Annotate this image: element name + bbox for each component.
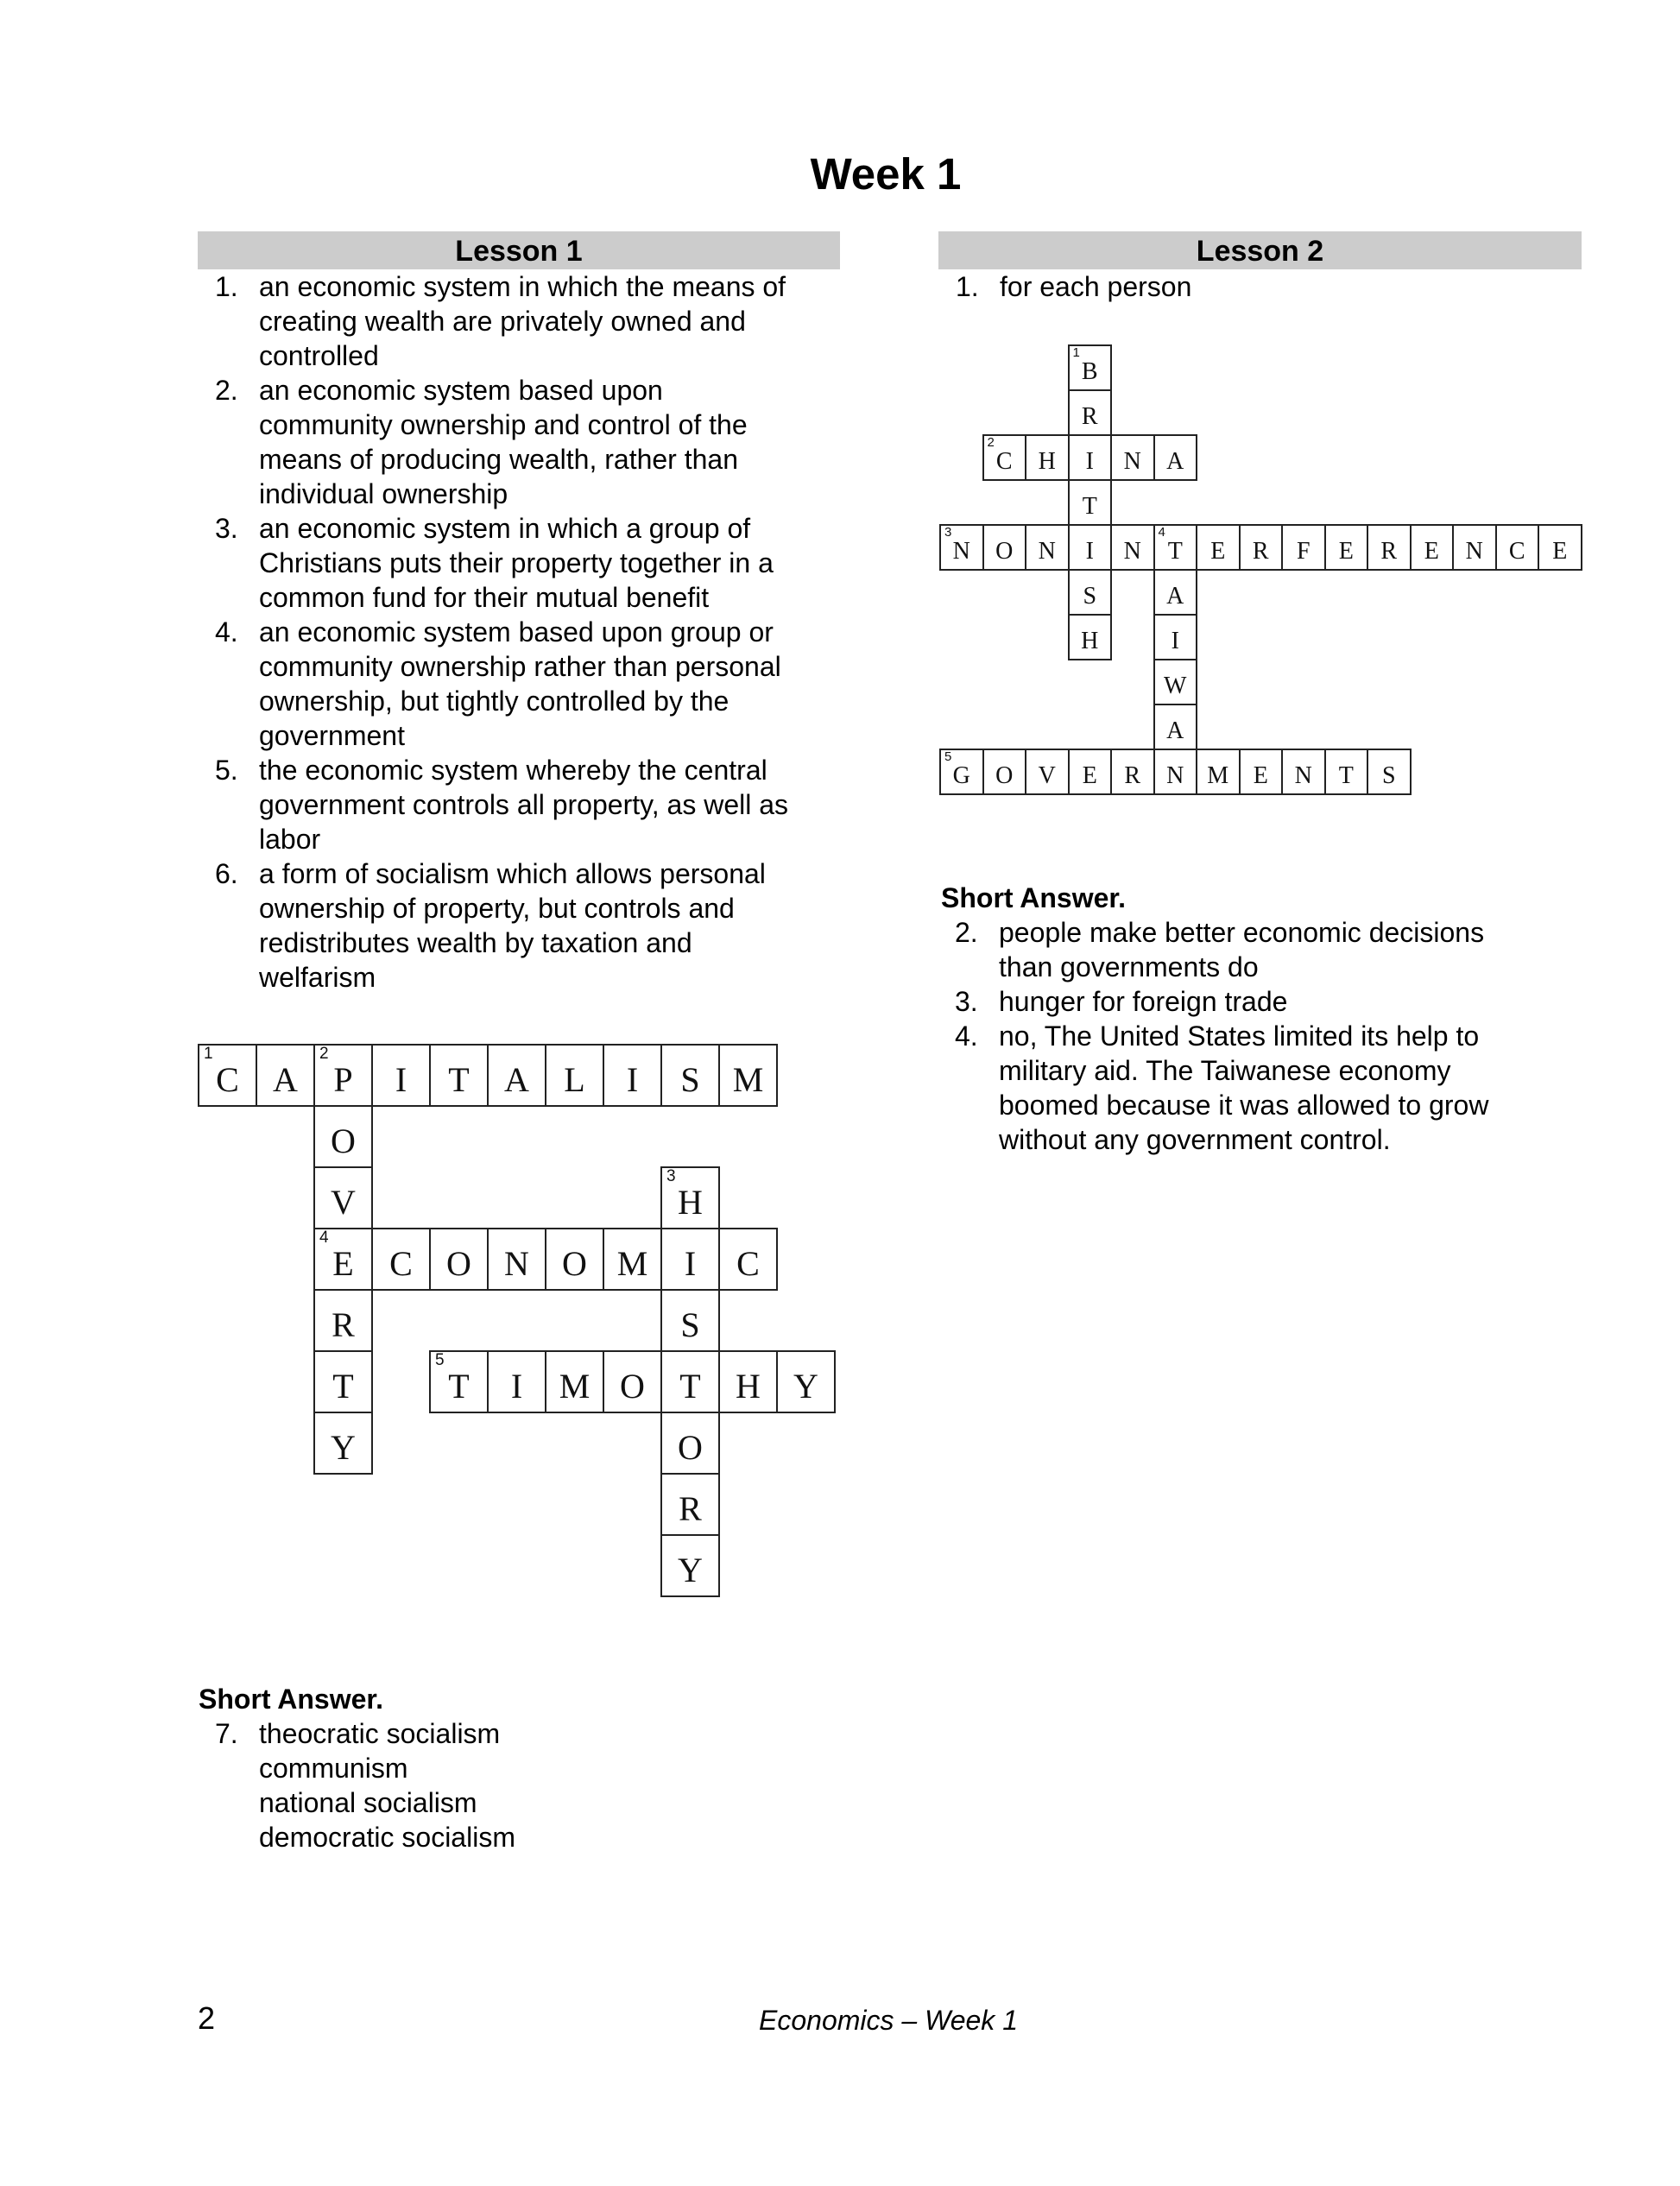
crossword-cell [1153,659,1198,705]
clue-number: 5 [435,1351,445,1369]
item-text-line: no, The United States limited its help to [999,1020,1480,1052]
crossword-cell [660,1350,720,1413]
cell-letter: A [1166,717,1184,744]
list-item [941,1019,1584,1157]
crossword-cell [1367,524,1412,571]
list-item [198,753,840,856]
cell-letter: R [1081,403,1098,430]
item-text-line: military aid. The Taiwanese economy [999,1055,1451,1086]
crossword-cell [1110,749,1155,795]
item-text-line: an economic system in which a group of [259,513,751,544]
crossword-cell [939,749,984,795]
cell-letter: A [1166,583,1184,610]
crossword-cell [429,1350,489,1413]
crossword-cell [1196,524,1241,571]
cell-letter: O [446,1244,471,1283]
crossword-cell [603,1044,662,1107]
item-number: 3. [215,513,238,544]
cell-letter: C [736,1244,760,1283]
cell-letter: V [1038,762,1056,789]
crossword-cell [1410,524,1455,571]
item-text-line: an economic system based upon [259,375,663,406]
cell-letter: N [1166,762,1184,789]
list-item [198,856,840,995]
cell-letter: N [1465,538,1483,565]
crossword-cell [660,1473,720,1536]
cell-letter: C [995,448,1013,475]
clue-number: 1 [1072,345,1080,360]
crossword-cell [1153,614,1198,660]
list-item [938,269,1582,304]
cell-letter: T [332,1367,354,1406]
cell-letter: O [562,1244,587,1283]
crossword-cell [487,1350,546,1413]
item-text-line: the economic system whereby the central [259,755,767,786]
cell-letter: A [273,1060,298,1099]
crossword-cell [1110,434,1155,481]
list-item [198,615,840,753]
crossword-cell [313,1228,373,1291]
item-text-line: national socialism [259,1787,477,1818]
crossword-cell [982,434,1027,481]
item-text-line: than governments do [999,951,1259,982]
crossword-cell [660,1044,720,1107]
page-title: Week 1 [810,149,962,199]
cell-letter: C [216,1060,239,1099]
cell-letter: N [1123,538,1141,565]
item-text-line: boomed because it was allowed to grow [999,1090,1489,1121]
list-item [941,915,1584,984]
crossword-cell [982,524,1027,571]
cell-letter: O [995,538,1014,565]
crossword-cell [429,1044,489,1107]
cell-letter: H [1038,448,1056,475]
item-text-line: creating wealth are privately owned and [259,306,746,337]
crossword-cell [487,1044,546,1107]
crossword-cell [1495,524,1540,571]
cell-letter: N [1038,538,1056,565]
item-text-line: without any government control. [999,1124,1391,1155]
cell-letter: E [1082,762,1097,789]
cell-letter: R [332,1305,355,1344]
item-number: 1. [215,271,238,302]
cell-letter: E [1338,538,1354,565]
lesson-2-header: Lesson 2 [938,231,1582,269]
clue-number: 4 [1158,525,1165,540]
cell-letter: N [952,538,970,565]
item-text-line: means of producing wealth, rather than [259,444,738,475]
item-text-line: ownership of property, but controls and [259,893,735,924]
cell-letter: R [1252,538,1269,565]
crossword-cell [776,1350,836,1413]
cell-letter: R [1124,762,1141,789]
cell-letter: I [684,1244,697,1283]
crossword-cell [1239,524,1284,571]
cell-letter: I [395,1060,407,1099]
crossword-cell [1025,524,1070,571]
item-text-line: labor [259,824,321,855]
cell-letter: P [333,1060,353,1099]
crossword-cell [1324,749,1369,795]
cell-letter: T [679,1367,701,1406]
cell-letter: I [626,1060,639,1099]
item-number: 4. [955,1020,978,1052]
item-number: 1. [956,271,979,302]
cell-letter: Y [793,1367,818,1406]
item-text-line: Christians puts their property together in a [259,547,774,578]
item-text-line: an economic system in which the means of [259,271,786,302]
crossword-cell [198,1044,257,1107]
cell-letter: L [564,1060,585,1099]
crossword-cell [487,1228,546,1291]
cell-letter: O [678,1428,703,1467]
crossword-cell [1025,434,1070,481]
item-text-line: common fund for their mutual benefit [259,582,710,613]
crossword-cell [660,1412,720,1475]
crossword-cell [660,1228,720,1291]
cell-letter: C [1508,538,1525,565]
crossword-cell [1068,389,1113,436]
crossword-cell [256,1044,315,1107]
item-text-line: government [259,720,405,751]
cell-letter: O [620,1367,645,1406]
crossword-cell [660,1166,720,1229]
cell-letter: E [1253,762,1268,789]
item-text-line: hunger for foreign trade [999,986,1288,1017]
item-text-line: people make better economic decisions [999,917,1485,948]
lesson-1-section [198,231,840,995]
cell-letter: Y [678,1551,703,1589]
item-text-line: communism [259,1753,408,1784]
lesson-2-definitions [938,269,1582,304]
cell-letter: M [616,1244,648,1283]
cell-letter: M [732,1060,764,1099]
cell-letter: C [389,1244,413,1283]
cell-letter: N [1123,448,1141,475]
cell-letter: E [1210,538,1226,565]
clue-number: 3 [944,525,952,540]
crossword-cell [1068,524,1113,571]
list-item [201,1716,805,1854]
crossword-cell [1068,569,1113,616]
crossword-cell [545,1350,604,1413]
cell-letter: I [1085,448,1094,475]
cell-letter: W [1164,673,1187,699]
lesson-1-short-answer-list [201,1716,805,1854]
list-item [198,511,840,615]
cell-letter: O [995,762,1014,789]
cell-letter: M [559,1367,591,1406]
crossword-cell [371,1228,431,1291]
cell-letter: I [1085,538,1094,565]
cell-letter: E [1424,538,1439,565]
item-text-line: community ownership and control of the [259,409,748,440]
crossword-cell [603,1350,662,1413]
clue-number: 2 [987,435,995,450]
clue-number: 1 [204,1045,213,1063]
crossword-cell [1068,614,1113,660]
crossword-cell [1025,749,1070,795]
crossword-cell [313,1105,373,1168]
lesson-2-short-answer-title: Short Answer. [941,882,1126,913]
cell-letter: T [1338,762,1354,789]
cell-letter: N [1294,762,1312,789]
cell-letter: H [678,1183,703,1222]
crossword-cell [1281,749,1326,795]
clue-number: 5 [944,749,952,764]
crossword-cell [718,1044,778,1107]
crossword-cell [1068,479,1113,526]
crossword-cell [313,1350,373,1413]
cell-letter: A [504,1060,529,1099]
crossword-cell [660,1534,720,1597]
item-text-line: redistributes wealth by taxation and [259,927,692,958]
cell-letter: R [1380,538,1398,565]
crossword-cell [1324,524,1369,571]
clue-number: 2 [319,1045,329,1063]
crossword-cell [1452,524,1497,571]
lesson-1-header: Lesson 1 [198,231,840,269]
footer-page-number: 2 [198,2000,216,2036]
list-item [941,984,1584,1019]
cell-letter: T [448,1367,470,1406]
crossword-cell [313,1289,373,1352]
lesson-2-short-answer-list [941,915,1584,1157]
crossword-cell [1367,749,1412,795]
cell-letter: T [448,1060,470,1099]
cell-letter: I [1171,628,1179,654]
list-item [198,373,840,511]
crossword-cell [718,1228,778,1291]
crossword-cell [371,1044,431,1107]
item-number: 6. [215,858,238,889]
crossword-cell [1239,749,1284,795]
crossword-cell [1068,749,1113,795]
lesson-1-definitions [198,269,840,995]
cell-letter: S [680,1060,700,1099]
crossword-cell [603,1228,662,1291]
item-number: 2. [955,917,978,948]
item-text-line: theocratic socialism [259,1718,501,1749]
item-text-line: an economic system based upon group or [259,616,774,648]
crossword-cell [1153,704,1198,750]
crossword-cell [718,1350,778,1413]
crossword-cell [1281,524,1326,571]
clue-number: 3 [666,1167,676,1185]
crossword-cell [545,1228,604,1291]
item-number: 7. [215,1718,238,1749]
item-text-line: government controls all property, as well as [259,789,789,820]
crossword-cell [1068,434,1113,481]
item-text-line: ownership, but tightly controlled by the [259,685,729,717]
cell-letter: S [1083,583,1097,610]
cell-letter: F [1296,538,1311,565]
item-text-line: for each person [1000,271,1192,302]
crossword-cell [1196,749,1241,795]
cell-letter: O [331,1121,356,1160]
crossword-cell [313,1044,373,1107]
crossword-cell [1538,524,1582,571]
cell-letter: A [1166,448,1184,475]
cell-letter: I [510,1367,523,1406]
crossword-cell [982,749,1027,795]
item-number: 5. [215,755,238,786]
crossword-cell [1153,569,1198,616]
item-number: 4. [215,616,238,648]
item-text-line: individual ownership [259,478,508,509]
cell-letter: T [1167,538,1183,565]
crossword-cell [939,524,984,571]
crossword-cell [429,1228,489,1291]
item-number: 3. [955,986,978,1017]
crossword-cell [313,1166,373,1229]
crossword-cell [313,1412,373,1475]
item-text-line: democratic socialism [259,1822,515,1853]
cell-letter: E [332,1244,354,1283]
footer-title: Economics – Week 1 [759,2005,1018,2036]
crossword-cell [1153,749,1198,795]
cell-letter: S [1381,762,1396,789]
crossword-cell [1153,524,1198,571]
cell-letter: B [1081,358,1098,385]
list-item [198,269,840,373]
cell-letter: S [680,1305,700,1344]
crossword-cell [1153,434,1198,481]
crossword-cell [1110,524,1155,571]
cell-letter: V [331,1183,356,1222]
cell-letter: T [1082,493,1097,520]
cell-letter: N [504,1244,529,1283]
cell-letter: E [1552,538,1568,565]
item-text-line: community ownership rather than personal [259,651,781,682]
item-text-line: welfarism [259,962,376,993]
crossword-cell [660,1289,720,1352]
item-number: 2. [215,375,238,406]
item-text-line: a form of socialism which allows personal [259,858,766,889]
clue-number: 4 [319,1229,329,1247]
crossword-cell [1068,344,1113,391]
cell-letter: H [1081,628,1099,654]
cell-letter: M [1207,762,1229,789]
cell-letter: R [679,1489,702,1528]
cell-letter: H [736,1367,761,1406]
crossword-cell [545,1044,604,1107]
lesson-2-section [938,231,1582,304]
cell-letter: G [952,762,970,789]
cell-letter: Y [331,1428,356,1467]
lesson-1-short-answer-title: Short Answer. [199,1684,383,1715]
item-text-line: controlled [259,340,379,371]
